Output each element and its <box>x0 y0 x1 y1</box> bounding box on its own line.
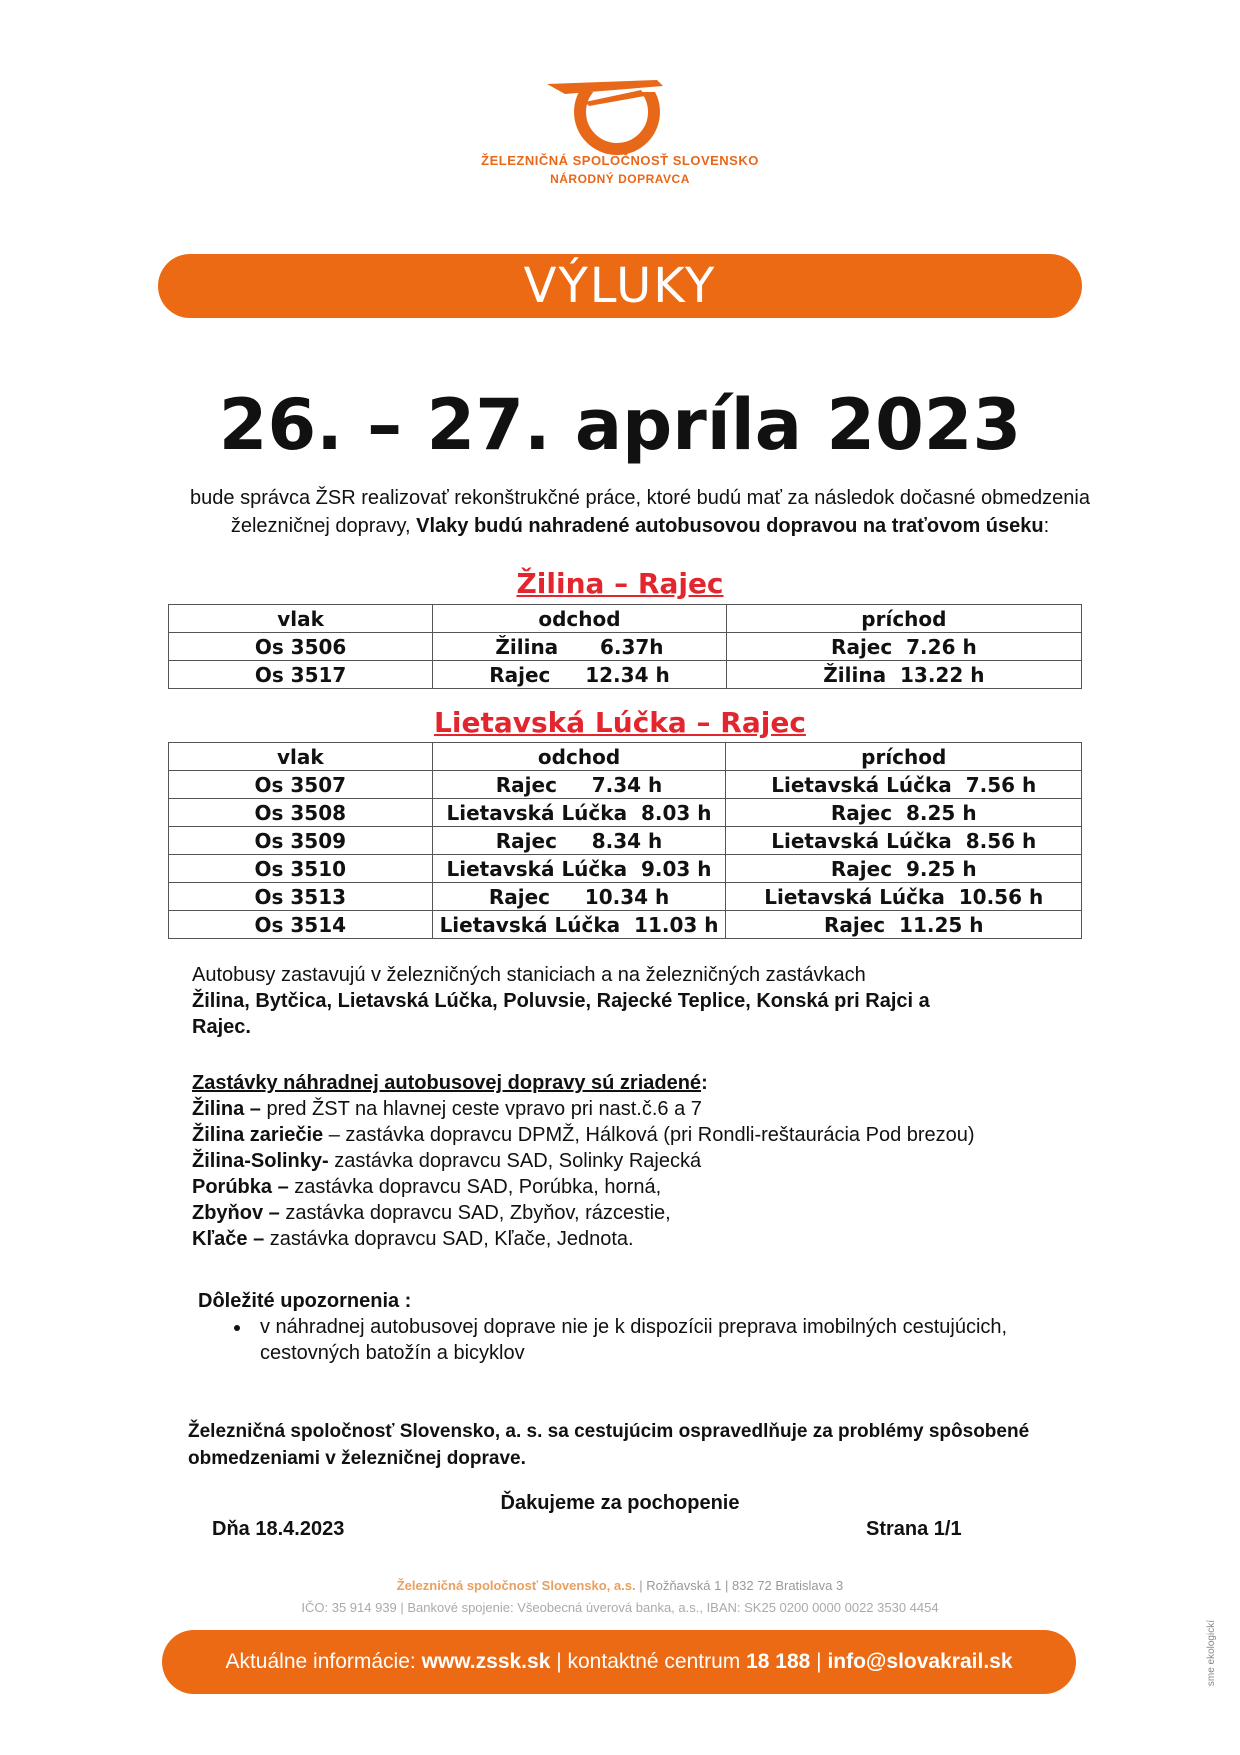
stop-place: Porúbka – <box>192 1176 289 1198</box>
stop-place: Žilina-Solinky- <box>192 1150 329 1172</box>
website-link[interactable]: www.zssk.sk <box>421 1650 551 1673</box>
heading-colon: : <box>701 1072 708 1094</box>
issue-date: Dňa 18.4.2023 <box>212 1518 345 1540</box>
route-title: Žilina – Rajec <box>516 567 724 600</box>
company-name: Železničná spoločnosť Slovensko, a.s. <box>396 1578 636 1593</box>
timetable <box>168 742 1082 939</box>
stop-desc: zastávka dopravcu SAD, Porúbka, horná, <box>288 1176 662 1198</box>
notes-list <box>198 1314 1098 1366</box>
stop-desc: pred ŽST na hlavnej ceste vpravo pri nast.č.6 a 7 <box>260 1098 702 1120</box>
stop-desc: – zastávka dopravcu DPMŽ, Hálková (pri Rondli-reštaurácia Pod brezou) <box>323 1124 975 1146</box>
arrival-cell: Rajec 8.25 h <box>726 799 1082 827</box>
train-cell: Os 3514 <box>169 911 433 939</box>
stop-desc: zastávka dopravcu SAD, Zbyňov, rázcestie, <box>279 1202 671 1224</box>
registration-line: IČO: 35 914 939 | Bankové spojenie: Všeobecná úverová banka, a.s., IBAN: SK25 0200 0000 0022 3530 4454 <box>301 1600 939 1615</box>
header-cell: príchod <box>726 605 1081 633</box>
train-cell: Os 3509 <box>169 827 433 855</box>
date-heading: 26. – 27. apríla 2023 <box>218 384 1022 466</box>
phone-number: 18 188 <box>746 1650 811 1673</box>
train-cell: Os 3517 <box>169 661 433 689</box>
route-title: Lietavská Lúčka – Rajec <box>434 706 806 739</box>
stops-stations: Žilina, Bytčica, Lietavská Lúčka, Poluvsie, Rajecké Teplice, Konská pri Rajci a Rajec. <box>192 990 930 1038</box>
table-row <box>169 661 1082 689</box>
address-text: | Rožňavská 1 | 832 72 Bratislava 3 <box>635 1578 844 1593</box>
train-cell: Os 3510 <box>169 855 433 883</box>
train-cell: Os 3507 <box>169 771 433 799</box>
header-cell: vlak <box>169 743 433 771</box>
stops-intro-text: Autobusy zastavujú v železničných staniciach a na železničných zastávkach <box>192 964 866 986</box>
table-row <box>169 855 1082 883</box>
train-cell: Os 3506 <box>169 633 433 661</box>
intro-text: bude správca ŽSR realizovať rekonštrukčné práce, ktoré budú mať za následok dočasné obmedzenia železničnej dopravy, <box>190 487 1090 537</box>
table-row <box>169 771 1082 799</box>
train-cell: Os 3513 <box>169 883 433 911</box>
banner-title: VÝLUKY <box>523 258 717 314</box>
list-item: • v náhradnej autobusovej doprave nie je k dispozícii preprava imobilných cestujúcich, cestovných batožín a bicyklov <box>252 1314 1098 1366</box>
intro-bold: Vlaky budú nahradené autobusovou dopravou na traťovom úseku <box>416 515 1044 537</box>
separator: | <box>810 1650 828 1673</box>
list-item <box>192 1200 1152 1226</box>
logo-company-name: ŽELEZNIČNÁ SPOLOČNOSŤ SLOVENSKO <box>481 153 759 168</box>
notes-heading: Dôležité upozornenia : <box>198 1290 412 1312</box>
table-header-row <box>169 743 1082 771</box>
departure-cell: Lietavská Lúčka 8.03 h <box>432 799 726 827</box>
departure-cell: Rajec 10.34 h <box>432 883 726 911</box>
stop-place: Kľače – <box>192 1228 265 1250</box>
arrival-cell: Rajec 11.25 h <box>726 911 1082 939</box>
arrival-cell: Rajec 7.26 h <box>726 633 1081 661</box>
stop-place: Žilina zariečie <box>192 1124 324 1146</box>
intro-paragraph <box>180 484 1100 540</box>
departure-cell: Rajec 8.34 h <box>432 827 726 855</box>
footer-bar <box>162 1630 1076 1694</box>
page-number: Strana 1/1 <box>866 1518 962 1540</box>
company-address <box>150 1578 1090 1593</box>
arrival-cell: Lietavská Lúčka 10.56 h <box>726 883 1082 911</box>
arrival-cell: Žilina 13.22 h <box>726 661 1081 689</box>
separator: | kontaktné centrum <box>550 1650 747 1673</box>
arrival-cell: Lietavská Lúčka 7.56 h <box>726 771 1082 799</box>
stop-place: Zbyňov – <box>192 1202 280 1224</box>
arrival-cell: Lietavská Lúčka 8.56 h <box>726 827 1082 855</box>
list-item <box>192 1174 1152 1200</box>
stop-place: Žilina – <box>192 1098 261 1120</box>
list-item <box>192 1096 1152 1122</box>
list-item <box>192 1148 1152 1174</box>
info-label: Aktuálne informácie: <box>225 1650 422 1673</box>
table-row <box>169 883 1082 911</box>
important-notes <box>198 1288 1098 1366</box>
table-row <box>169 799 1082 827</box>
table-row <box>169 911 1082 939</box>
eco-text: sme ekologickí <box>1206 1620 1217 1687</box>
stops-paragraph <box>192 962 1092 1040</box>
timetable <box>168 604 1082 689</box>
departure-cell: Rajec 7.34 h <box>432 771 726 799</box>
replacement-stops <box>192 1070 1152 1252</box>
title-banner <box>158 254 1082 318</box>
table-row <box>169 633 1082 661</box>
list-item <box>192 1226 1152 1252</box>
departure-cell: Rajec 12.34 h <box>433 661 727 689</box>
apology-text: Železničná spoločnosť Slovensko, a. s. sa cestujúcim ospravedlňuje za problémy spôsobené obmedzeniami v železničnej doprave. <box>188 1421 1030 1469</box>
logo-icon <box>545 72 675 160</box>
table-row <box>169 827 1082 855</box>
header-cell: príchod <box>726 743 1082 771</box>
header-cell: odchod <box>432 743 726 771</box>
stop-desc: zastávka dopravcu SAD, Solinky Rajecká <box>328 1150 702 1172</box>
train-cell: Os 3508 <box>169 799 433 827</box>
departure-cell: Žilina 6.37h <box>433 633 727 661</box>
intro-end: : <box>1043 515 1050 537</box>
header-cell: odchod <box>433 605 727 633</box>
arrival-cell: Rajec 9.25 h <box>726 855 1082 883</box>
replacement-stops-heading: Zastávky náhradnej autobusovej dopravy sú zriadené <box>192 1072 702 1094</box>
header-cell: vlak <box>169 605 433 633</box>
table-header-row <box>169 605 1082 633</box>
departure-cell: Lietavská Lúčka 9.03 h <box>432 855 726 883</box>
eco-label <box>1206 1620 1226 1740</box>
stop-desc: zastávka dopravcu SAD, Kľače, Jednota. <box>264 1228 634 1250</box>
email-link[interactable]: info@slovakrail.sk <box>827 1650 1013 1673</box>
departure-cell: Lietavská Lúčka 11.03 h <box>432 911 726 939</box>
logo-tagline: NÁRODNÝ DOPRAVCA <box>550 172 690 186</box>
thanks-text: Ďakujeme za pochopenie <box>500 1492 740 1514</box>
list-item <box>192 1122 1152 1148</box>
